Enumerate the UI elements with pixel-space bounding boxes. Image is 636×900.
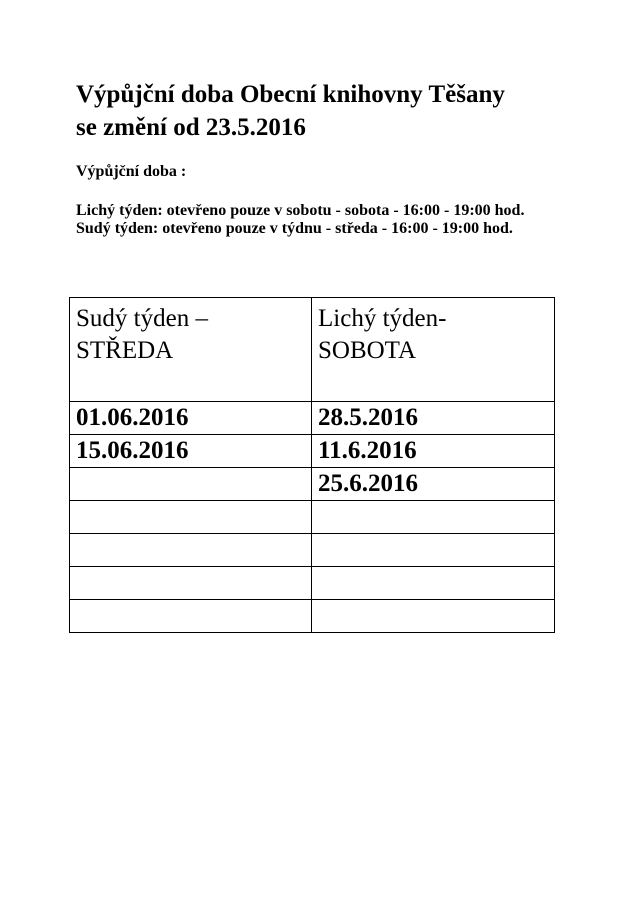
table-cell-wednesday: 15.06.2016 [70,435,312,468]
subheading: Výpůjční doba : [76,163,187,180]
header-even-week-line-1: Sudý týden – [76,305,208,332]
header-odd-week-line-2: SOBOTA [318,337,417,364]
table-row [70,468,555,501]
rule-odd-week: Lichý týden: otevřeno pouze v sobotu - sobota - 16:00 - 19:00 hod. [76,202,525,219]
schedule-table [69,297,555,633]
table-cell-wednesday [70,567,312,600]
table-cell-saturday [312,501,555,534]
table-row [70,435,555,468]
table-cell-saturday [312,534,555,567]
header-odd-week [312,298,555,402]
table-cell-wednesday: 01.06.2016 [70,402,312,435]
table-cell-saturday: 11.6.2016 [312,435,555,468]
table-row [70,534,555,567]
title-line-1: Výpůjční doba Obecní knihovny Těšany [76,81,505,108]
table-cell-saturday: 25.6.2016 [312,468,555,501]
opening-rules [76,202,566,238]
table-cell-wednesday [70,534,312,567]
table-header-row [70,298,555,402]
page-title [76,78,596,144]
table-row [70,402,555,435]
table-cell-wednesday [70,600,312,633]
table-cell-saturday: 28.5.2016 [312,402,555,435]
header-odd-week-line-1: Lichý týden- [318,305,447,332]
table-cell-wednesday [70,501,312,534]
table-row [70,600,555,633]
title-line-2: se změní od 23.5.2016 [76,114,306,141]
header-even-week [70,298,312,402]
table-cell-saturday [312,567,555,600]
header-even-week-line-2: STŘEDA [76,337,174,364]
table-cell-wednesday [70,468,312,501]
rule-even-week: Sudý týden: otevřeno pouze v týdnu - středa - 16:00 - 19:00 hod. [76,220,513,237]
table-cell-saturday [312,600,555,633]
table-row [70,501,555,534]
table-row [70,567,555,600]
